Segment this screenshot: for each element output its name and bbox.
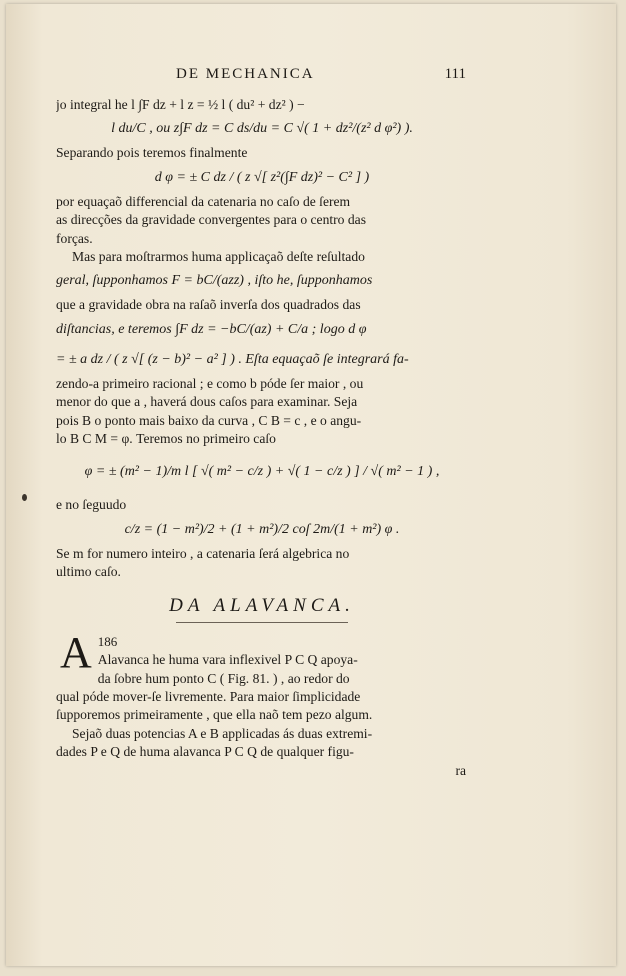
formula-line: d φ = ± C dz / ( z √[ z²(∫F dz)² − C² ] ) [154, 169, 370, 185]
formula-line: = ± a dz / ( z √[ (z − b)² − a² ] ) . Eſta equaçaõ ſe integrará fa- [56, 351, 409, 367]
ink-blot [22, 494, 27, 501]
section-title: DA ALAVANCA. [169, 594, 355, 616]
running-title: DE MECHANICA [176, 66, 315, 82]
text-line: que a gravidade obra na raſaõ inverſa dos quadrados das [56, 297, 361, 313]
text-line: zendo-a primeiro racional ; e como b póde ſer maior , ou [56, 375, 364, 391]
text-line: jo integral he l ∫F dz + l z = ½ l ( du² + dz² ) − [56, 97, 305, 112]
drop-cap: A [60, 627, 92, 677]
text-line: Alavanca he huma vara inflexivel P C Q apoya- [97, 652, 358, 668]
text-line: menor do que a , haverá dous caſos para examinar. Seja [56, 394, 358, 410]
text-line: da ſobre hum ponto C ( Fig. 81. ) , ao redor do [97, 670, 350, 686]
text-line: Mas para moſtrarmos huma applicaçaõ deſte reſultado [72, 249, 365, 265]
text-line: pois B o ponto mais baixo da curva , C B = c , e o angu- [56, 412, 362, 428]
text-line: por equaçaõ differencial da catenaria no caſo de ſerem [56, 193, 351, 209]
paragraph-186 [56, 627, 468, 780]
text-line: qual póde mover-ſe livremente. Para maior ſimplicidade [56, 688, 361, 704]
formula-line: l du/C , ou z∫F dz = C ds/du = C √( 1 + dz²/(z² d φ²) ). [111, 121, 413, 137]
section-divider [176, 622, 348, 623]
book-page [6, 4, 616, 966]
catchword: ra [455, 762, 466, 778]
text-line: ſupporemos primeiramente , que ella naõ tem pezo algum. [56, 707, 373, 723]
text-line: dades P e Q de huma alavanca P C Q de qualquer figu- [56, 744, 354, 760]
text-line: Separando pois teremos finalmente [56, 145, 248, 161]
text-line: forças. [56, 230, 93, 246]
text-line: ultimo caſo. [56, 564, 121, 580]
formula-line: geral, ſupponhamos F = bC/(azz) , iſto he, ſupponhamos [56, 273, 373, 289]
paragraph-number: 186 [97, 633, 118, 649]
text-line: Sejaõ duas potencias A e B applicadas ás duas extremi- [72, 725, 373, 741]
text-line: lo B C M = φ. Teremos no primeiro caſo [56, 431, 276, 447]
page-body [56, 96, 468, 780]
text-line: Se m for numero inteiro , a catenaria ſerá algebrica no [56, 545, 350, 561]
page-number: 111 [444, 66, 466, 82]
formula-line: diſtancias, e teremos ∫F dz = −bC/(az) + C/a ; logo d φ [56, 321, 367, 337]
text-line: as direcções da gravidade convergentes para o centro das [56, 212, 366, 228]
text-line: e no ſeguudo [56, 497, 127, 513]
formula-line: φ = ± (m² − 1)/m l [ √( m² − c/z ) + √( 1 − c/z ) ] / √( m² − 1 ) , [84, 464, 440, 480]
formula-line: c/z = (1 − m²)/2 + (1 + m²)/2 coſ 2m/(1 + m²) φ . [124, 521, 400, 537]
